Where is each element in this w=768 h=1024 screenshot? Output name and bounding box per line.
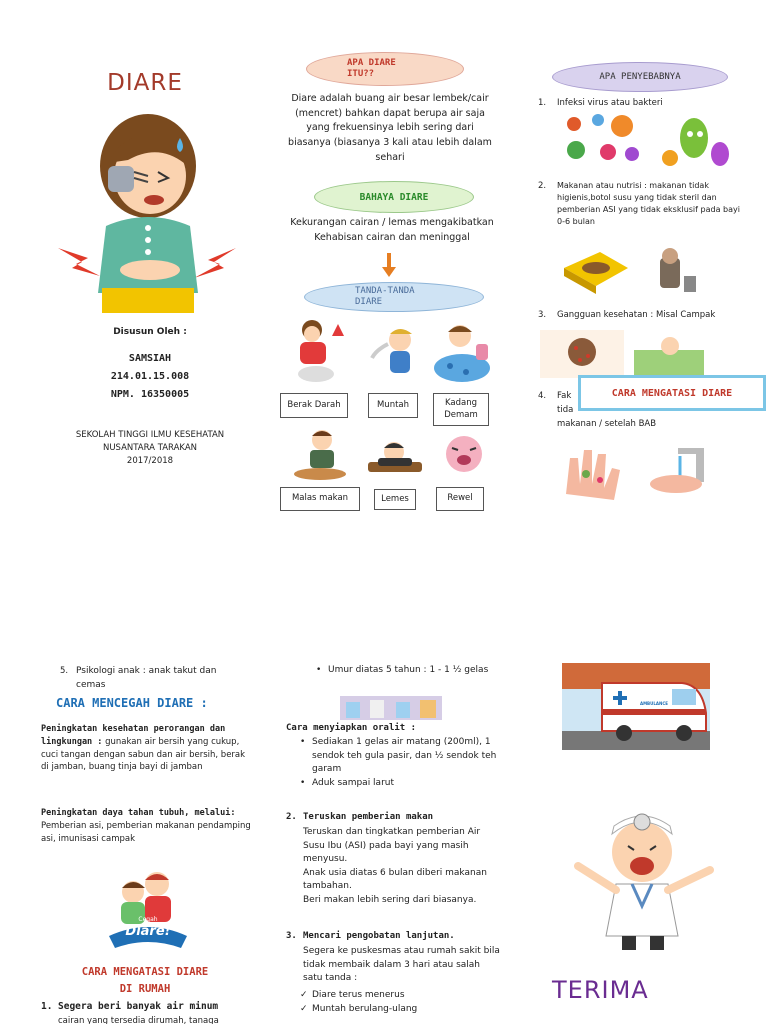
home-step1: Segera beri banyak air minum (58, 1001, 219, 1012)
step2-line: Beri makan lebih sering dari biasanya. (303, 894, 477, 905)
sign-label: Malas makan (291, 493, 349, 504)
sign-box-kadang-demam (433, 393, 489, 426)
oralit-header: Cara menyiapkan oralit : (286, 723, 417, 733)
logo-text: Diare! (125, 924, 171, 939)
sign-label: Rewel (447, 493, 473, 504)
home-header-2: DI RUMAH (119, 983, 171, 995)
step2-header: Teruskan pemberian makan (303, 812, 434, 822)
sign-box-muntah (368, 393, 418, 418)
step2-num: 2. (286, 812, 297, 822)
sign-box-rewel (436, 487, 484, 511)
cause-header-label: APA PENYEBABNYA (599, 72, 681, 82)
prevent-para1-text: gunakan air bersih yang cukup, cuci tangan dengan sabun dan air bersih, berak di jamban, buang tinja bayi di jamban (41, 736, 246, 773)
germs-picture (560, 112, 736, 170)
danger-header-label: BAHAYA DIARE (359, 191, 429, 203)
sick-girl-illustration (58, 108, 238, 313)
cause3-text: Gangguan kesehatan : Misal Campak (557, 310, 716, 320)
dirty-food-picture (560, 246, 710, 296)
prevent-para1 (41, 723, 251, 774)
sign-label: Berak Darah (287, 399, 341, 410)
sign-weak-picture (364, 432, 426, 482)
author-name: SAMSIAH (128, 353, 172, 364)
sign-box-berak-darah (280, 393, 348, 418)
step3-text: Segera ke puskesmas atau rumah sakit bila tidak membaik dalam 3 hari atau salah satu tanda : (303, 946, 500, 983)
sign-label: Muntah (376, 399, 410, 410)
cause4-num: 4. (538, 391, 547, 401)
overlay-treat-box (578, 375, 766, 411)
oralit-step: • Aduk sampai larut (296, 777, 500, 791)
age-item: • Umur diatas 5 tahun : 1 - 1 ½ gelas (312, 664, 494, 678)
sign-vomit-picture (366, 324, 426, 384)
what-text: Diare adalah buang air besar lembek/cair (mencret) bahkan dapat berupa air saja yang frekuensinya lebih sering dari biasanya (biasanya 3 kali atau lebih dalam sehari (288, 93, 492, 163)
sign-box-lemes (374, 489, 416, 510)
prevent-header: CARA MENCEGAH DIARE : (56, 696, 208, 710)
cegah-diare-logo (105, 866, 191, 952)
step3-num: 3. (286, 931, 297, 941)
author-npm: NPM. 16350005 (110, 389, 190, 400)
cause4-text-c: makanan / setelah BAB (557, 419, 657, 429)
cause-header (552, 62, 728, 92)
step3-header: Mencari pengobatan lanjutan. (303, 931, 455, 941)
item5-num: 5. (60, 666, 69, 676)
age-list (312, 664, 494, 678)
overlay-treat-label: CARA MENGATASI DIARE (611, 387, 733, 399)
sign-blood-stool-picture (286, 316, 352, 386)
home-step1-num: 1. (41, 1001, 53, 1012)
step2-line: Teruskan dan tingkatkan pemberian Air Susu Ibu (ASI) pada bayi yang masih menyusu. (303, 827, 481, 864)
cause1-text: Infeksi virus atau bakteri (557, 98, 663, 108)
what-header-label: APA DIARE ITU?? (347, 58, 396, 79)
home-step1-text: cairan yang tersedia dirumah, tanaga (58, 1016, 219, 1024)
handwash-picture (556, 444, 726, 500)
step3-check-item: ✓ Muntah berulang-ulang (296, 1003, 500, 1017)
what-header (306, 52, 464, 86)
sign-fussy-picture (438, 430, 490, 482)
ambulance-picture (562, 663, 710, 750)
prevent-para2-bold: Peningkatan daya tahan tubuh, melalui: (41, 808, 236, 818)
cause4-text-a: Fak (557, 391, 572, 401)
signs-header (304, 282, 484, 312)
sign-no-appetite-picture (292, 426, 350, 482)
prevent-para2-text: Pemberian asi, pemberian makanan pendamping asi, imunisasi campak (41, 820, 251, 844)
home-header-1: CARA MENGATASI DIARE (81, 966, 209, 978)
step2-body (303, 826, 499, 907)
signs-header-label: TANDA-TANDA DIARE (355, 286, 415, 307)
thanks-title: TERIMA (552, 976, 649, 1004)
school-year: 2017/2018 (126, 456, 174, 466)
logo-small-text: Cegah (138, 916, 158, 923)
school-line2: NUSANTARA TARAKAN (102, 443, 198, 453)
oralit-picture (340, 696, 442, 720)
panel1-title: DIARE (107, 70, 183, 96)
kids-icon (105, 866, 191, 952)
prevent-para1-bold: Peningkatan kesehatan perorangan dan lingkungan : (41, 724, 226, 747)
sign-label: Lemes (381, 493, 409, 504)
measles-picture (540, 330, 708, 378)
cause1-num: 1. (538, 98, 547, 108)
oralit-step: • Sediakan 1 gelas air matang (200ml), 1 sendok teh gula pasir, dan ½ sendok teh garam (296, 736, 500, 777)
cause2-text: Makanan atau nutrisi : makanan tidak higienis,botol susu yang tidak steril dan pemberian ASI yang tidak eksklusif pada bayi 0-6 bulan (557, 181, 740, 226)
danger-header (314, 181, 474, 213)
step3-checks (296, 989, 500, 1016)
sign-box-malas-makan (280, 487, 360, 511)
author-id: 214.01.15.008 (110, 371, 190, 382)
item5-text: Psikologi anak : anak takut dan cemas (76, 666, 217, 690)
sign-fever-picture (430, 320, 492, 386)
school-line1: SEKOLAH TINGGI ILMU KESEHATAN (75, 430, 225, 440)
cause4-text-b: tida (557, 405, 574, 415)
ambulance-label: AMBULANCE (639, 701, 669, 706)
cause3-num: 3. (538, 310, 547, 320)
danger-text: Kekurangan cairan / lemas mengakibatkan Kehabisan cairan dan meninggal (290, 217, 494, 243)
prevent-para2 (41, 807, 251, 845)
step3-check-item: ✓ Diare terus menerus (296, 989, 500, 1003)
author-label: Disusun Oleh : (113, 327, 187, 337)
oralit-list (296, 736, 500, 790)
doctor-picture (570, 806, 716, 954)
ambulance-icon (562, 663, 710, 750)
cause2-num: 2. (538, 181, 547, 191)
arrow-down-icon (382, 253, 396, 277)
step2-line: Anak usia diatas 6 bulan diberi makanan tambahan. (303, 867, 487, 891)
sign-label: Kadang Demam (444, 397, 478, 420)
